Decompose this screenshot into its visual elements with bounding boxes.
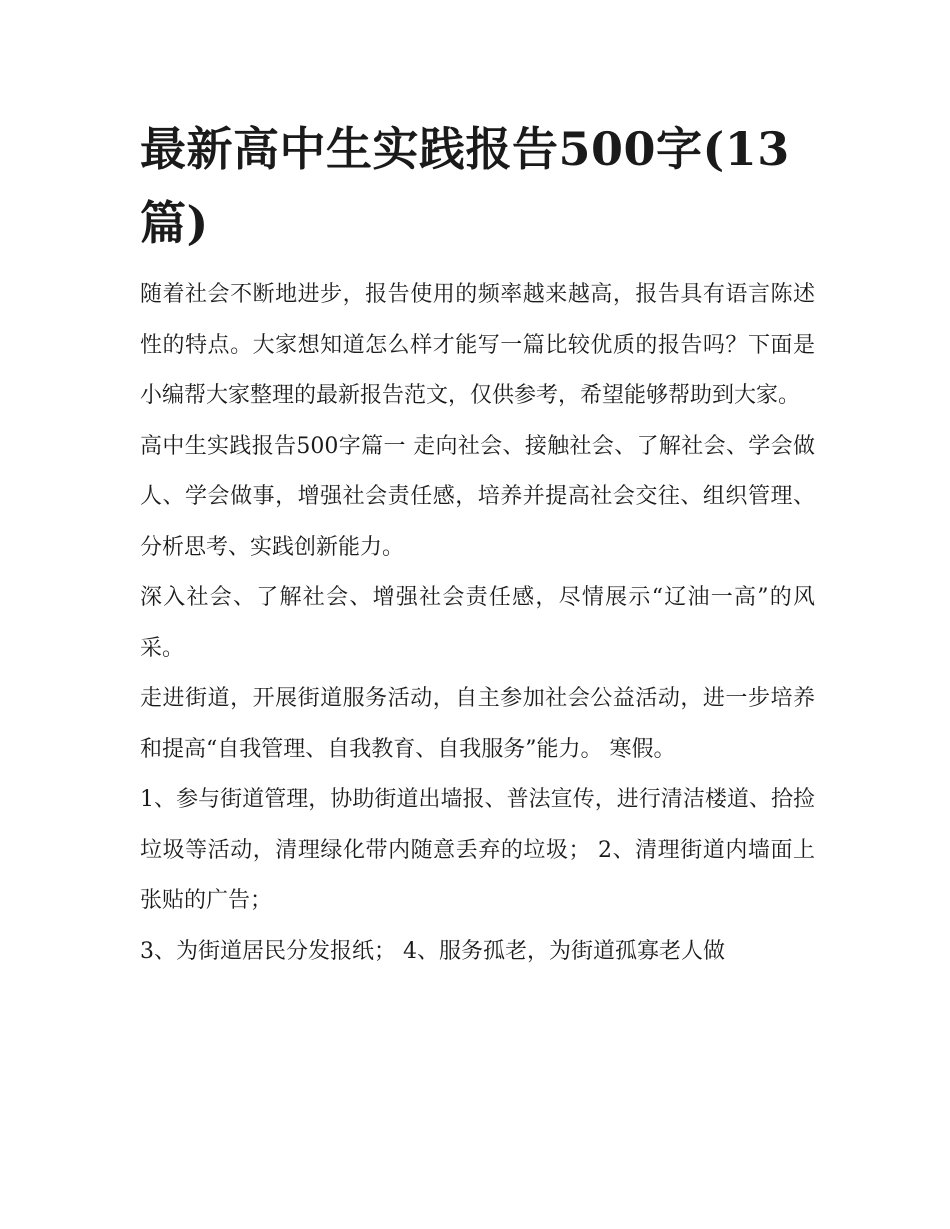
paragraph-items-3-4: 3、为街道居民分发报纸； 4、服务孤老，为街道孤寡老人做 <box>140 938 725 964</box>
paragraph-street-service: 走进街道，开展街道服务活动，自主参加社会公益活动，进一步培养和提高“自我管理、自我教育、自我服务”能力。 寒假。 <box>140 686 815 762</box>
paragraph-deep-society: 深入社会、了解社会、增强社会责任感，尽情展示“辽油一高”的风采。 <box>140 585 815 661</box>
paragraph-section-one: 高中生实践报告500字篇一 走向社会、接触社会、了解社会、学会做人、学会做事，增强社会责任感，培养并提高社会交往、组织管理、分析思考、实践创新能力。 <box>140 433 815 560</box>
document-title: 最新高中生实践报告500字(13篇) <box>140 122 790 250</box>
paragraph-items-1-2: 1、参与街道管理，协助街道出墙报、普法宣传，进行清洁楼道、拾捡垃圾等活动，清理绿化带内随意丢弃的垃圾； 2、清理街道内墙面上张贴的广告； <box>140 787 815 913</box>
paragraph-intro: 随着社会不断地进步，报告使用的频率越来越高，报告具有语言陈述性的特点。大家想知道怎么样才能写一篇比较优质的报告吗？下面是小编帮大家整理的最新报告范文，仅供参考，希望能够帮助到大家。 <box>140 282 815 408</box>
document-page <box>140 112 815 977</box>
